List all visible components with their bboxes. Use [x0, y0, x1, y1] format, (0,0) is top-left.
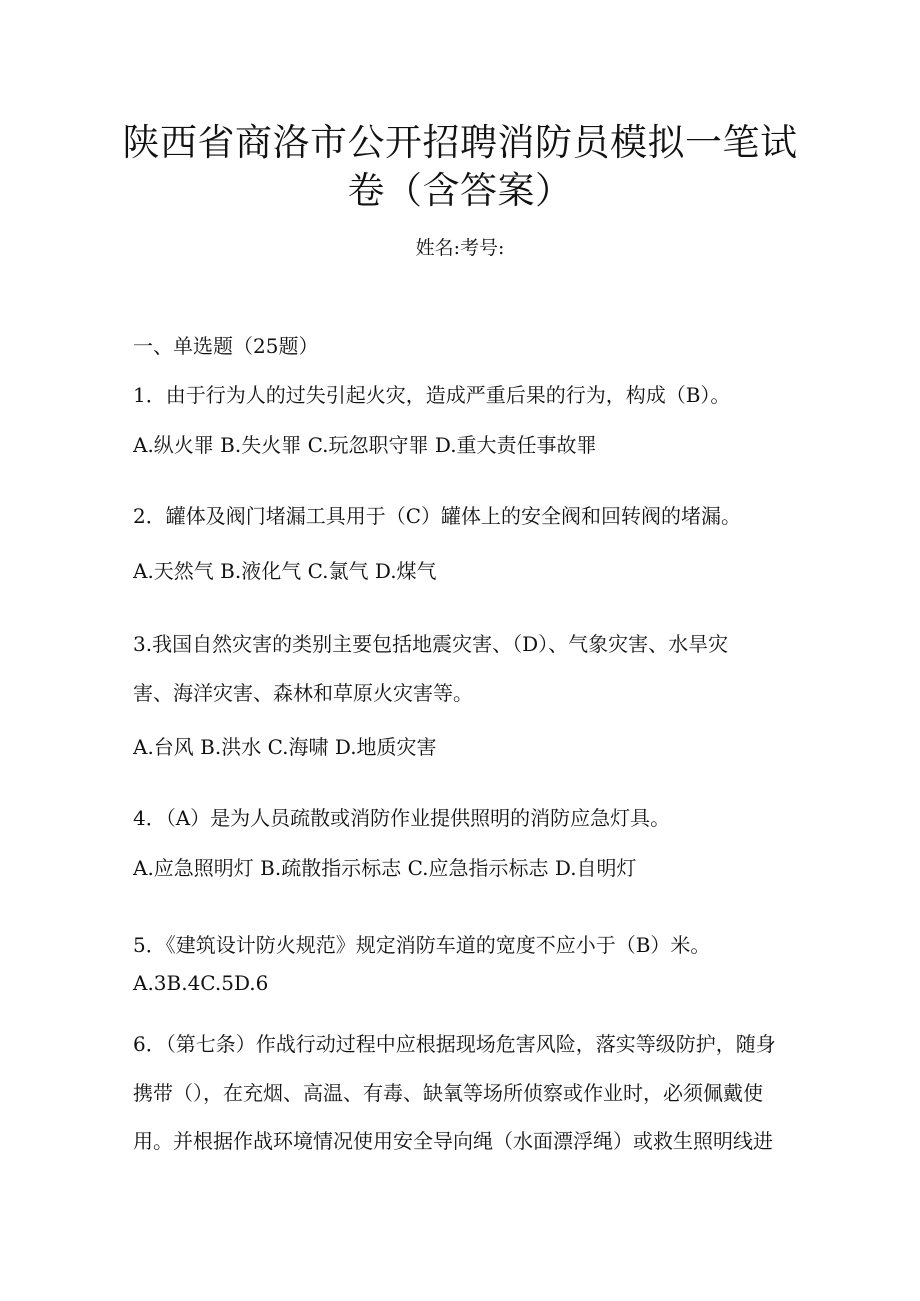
title-line-2: 卷（含答案） [347, 169, 573, 212]
section-heading: 一、单选题（25题） [133, 334, 319, 358]
question-3-stem-line-2: 害、海洋灾害、森林和草原火灾害等。 [133, 681, 473, 705]
question-4-options: A.应急照明灯 B.疏散指示标志 C.应急指示标志 D.自明灯 [133, 856, 637, 880]
question-1-options: A.纵火罪 B.失火罪 C.玩忽职守罪 D.重大责任事故罪 [133, 433, 597, 457]
question-3-options: A.台风 B.洪水 C.海啸 D.地质灾害 [133, 735, 437, 759]
question-5-options: A.3B.4C.5D.6 [133, 971, 269, 995]
question-1-stem: 1．由于行为人的过失引起火灾，造成严重后果的行为，构成（B）。 [133, 383, 731, 407]
question-3-stem-line-1: 3.我国自然灾害的类别主要包括地震灾害、（D）、气象灾害、水旱灾 [133, 632, 729, 656]
question-6-stem-line-3: 用。并根据作战环境情况使用安全导向绳（水面漂浮绳）或救生照明线进 [133, 1129, 773, 1153]
title-line-1: 陕西省商洛市公开招聘消防员模拟一笔试 [122, 121, 798, 164]
question-2-options: A.天然气 B.液化气 C.氯气 D.煤气 [133, 559, 437, 583]
question-2-stem: 2．罐体及阀门堵漏工具用于（C）罐体上的安全阀和回转阀的堵漏。 [133, 504, 742, 528]
question-6-stem-line-1: 6．（第七条）作战行动过程中应根据现场危害风险，落实等级防护，随身 [133, 1032, 776, 1056]
question-5-stem: 5．《建筑设计防火规范》规定消防车道的宽度不应小于（B）米。 [133, 933, 711, 957]
question-6-stem-line-2: 携带（），在充烟、高温、有毒、缺氧等场所侦察或作业时，必须佩戴使 [133, 1081, 763, 1105]
examinee-info: 姓名:考号: [415, 237, 505, 259]
question-4-stem: 4．（A）是为人员疏散或消防作业提供照明的消防应急灯具。 [133, 806, 671, 830]
